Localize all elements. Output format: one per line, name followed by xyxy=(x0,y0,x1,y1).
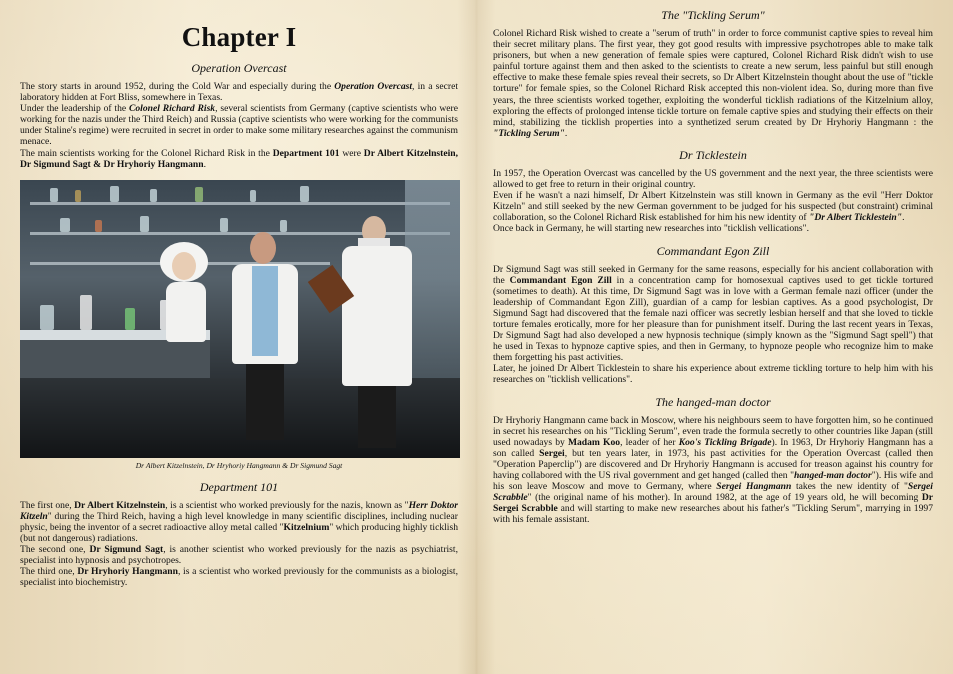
chapter-title: Chapter I xyxy=(181,22,297,52)
paragraph-back-in-germany: Once back in Germany, he will starting new researches into "ticklish vellications". xyxy=(493,223,809,235)
paragraph-sigmund-sagt: Dr Sigmund Sagt was still seeked in Germany for the same reasons, especially for his ancient collaboration with the Commandant Egon Zill in a concentration camp for homosexual captives used to get tickle tortured (sometimes to death). At this time, Dr Sigmund Sagt was in love with a German female nazi officer (under the leadership of Commandant Egon Zill), guardian of a camp for lesbian captives. As a good psychologist, Dr Sigmund Sagt had discovered that the female nazi officer was secretly lesbian herself and that she loved to tickle torture females erotically, more for her pleasure than for punishment itself. During the last recent years in Texas, Dr Sigmund Sagt had also developed a new hypnosis technique (simply known as the "Sigmund Sagt spell") that he used in Texas to hypnoze captive spies, and then in Germany, to hypnoze people who recognize him to make them forgetting his past activities. xyxy=(493,263,934,364)
paragraph-first-scientist: The first one, Dr Albert Kitzelnstein, is a scientist who worked previously for the nazis, known as "Herr Doktor Kitzeln" during the Third Reich, having a high level knowledge in many scientific disciplines, including nuclear physic, being the inventor of a secret radioactive alloy metal called "Kitzelnium" which producing highly ticklish (but not dangerous) radiations. xyxy=(20,499,458,545)
section-heading-tickling-serum: The "Tickling Serum" xyxy=(661,8,765,22)
paragraph-second-scientist: The second one, Dr Sigmund Sagt, is another scientist who worked previously for the nazis as psychiatrist, specialist into hypnosis and psychotropes. xyxy=(20,544,458,567)
section-heading-dr-ticklestein: Dr Ticklestein xyxy=(679,147,747,162)
section-heading-operation-overcast: Operation Overcast xyxy=(191,61,287,75)
paragraph-new-identity: Even if he wasn't a nazi himself, Dr Albert Kitzelnstein was still known in Germany as the evil "Herr Doktor Kitzeln" and still seeked by the new German government to be judged for his suspected (but constraint) criminal collaboration, so the Colonel Richard Risk established for him his new identity of "Dr Albert Ticklestein". xyxy=(493,190,933,224)
paragraph-operation-cancelled: In 1957, the Operation Overcast was cancelled by the US government and the next year, the three scientists were allowed to get free to return in their original country. xyxy=(493,167,933,191)
paragraph-third-scientist: The third one, Dr Hryhoriy Hangmann, is a scientist who worked previously for the communists as a biologist, specialist into biochemistry. xyxy=(20,566,458,589)
left-page xyxy=(0,0,476,674)
paragraph-hangmann: Dr Hryhoriy Hangmann came back in Moscow, where his neighbours seem to have forgotten him, so he continued in secret his researches on his "Tickling Serum", even trade the formula secretly to other countries like Japan (still used nowadays by Madam Koo, leader of her Koo's Tickling Brigade). In 1963, Dr Hryhoriy Hangmann has a son called Sergei, but ten years later, in 1973, his past activities for the Operation Overcast (called then "Operation Paperclip") are discovered and Dr Hryhoriy Hangmann is accused for treason against his country for having collabored with the US rival government and get hanged (called then "hanged-man doctor"). His wife and his son leave Moscow and move to Germany, where Sergei Hangmann takes the new identity of "Sergei Scrabble" (the original name of his mother). In around 1982, at the age of 19 years old, he will becoming Dr Sergei Scrabble and will starting to make new researches about his father's "Tickling Serum", marrying in 1997 with his female assistant. xyxy=(493,414,934,526)
paragraph-main-scientists: The main scientists working for the Colonel Richard Risk in the Department 101 were Dr Albert Kitzelnstein, Dr Sigmund Sagt & Dr Hryhoriy Hangmann. xyxy=(20,147,458,170)
photo-caption: Dr Albert Kitzelnstein, Dr Hryhoriy Hangmann & Dr Sigmund Sagt xyxy=(135,460,343,470)
paragraph-leadership: Under the leadership of the Colonel Richard Risk, several scientists from Germany (captive scientists who were working for the nazis under the Third Reich) and Russia (captive scientists who were working for the communists under Staline's regime) were recruited in secret in order to make some military researches against the communism menace. xyxy=(20,103,459,148)
paragraph-story-start: The story starts in around 1952, during the Cold War and especially during the Operation Overcast, in a secret laboratory hidden at Fort Bliss, somewhere in Texas. xyxy=(20,81,458,104)
laboratory-photo xyxy=(20,180,460,458)
right-page xyxy=(477,0,953,674)
section-heading-commandant-egon-zill: Commandant Egon Zill xyxy=(656,243,770,258)
paragraph-tickling-serum: Colonel Richard Risk wished to create a "serum of truth" in order to force communist captive spies to reveal him their secret military plans. The first year, they got good results with impressive psychotropes able to make talk prisoners, but when a new generation of female spies were captured, Colonel Richard Risk didn't wish to use painful torture against them and then asked to the scientists to create a new serum, less painful but still enough effective to make these female spies reveal their secrets, so Dr Albert Kitzelnstein thought about the use of "tickle torture" for female spies, so the Colonel Richard Risk accepted this non-violent idea. So, during more than five years, the three scientists worked together, exploiting the wonderful ticklish radiations of the Kitzelnium alloy, exploring the effects of prolonged intense tickle torture on female captive spies and studying their effects on their mind, stabilizing the ticklish properties into a synthetized serum created by Dr Hryhoriy Hangmann : the "Tickling Serum". xyxy=(493,28,933,139)
paragraph-joined-ticklestein: Later, he joined Dr Albert Ticklestein to share his experience about extreme tickling torture to help him with his researches on "ticklish vellications". xyxy=(493,363,933,386)
section-heading-hanged-man-doctor: The hanged-man doctor xyxy=(655,394,771,409)
section-heading-department-101: Department 101 xyxy=(199,479,279,494)
